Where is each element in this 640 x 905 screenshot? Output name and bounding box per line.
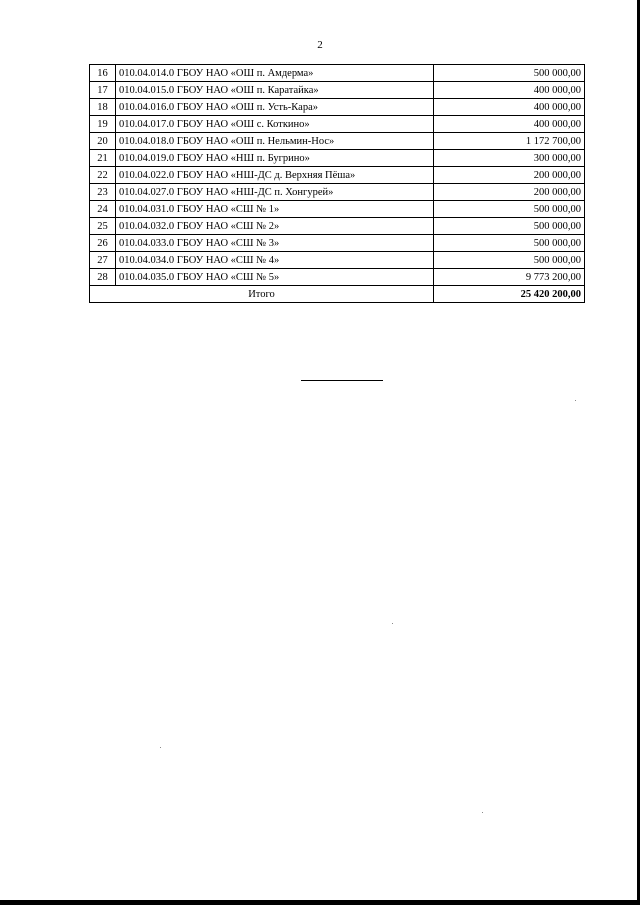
row-number: 21 bbox=[90, 150, 116, 167]
total-row bbox=[90, 286, 585, 303]
institution-name: 010.04.031.0 ГБОУ НАО «СШ № 1» bbox=[116, 201, 434, 218]
institution-name: 010.04.022.0 ГБОУ НАО «НШ-ДС д. Верхняя Пёша» bbox=[116, 167, 434, 184]
institution-name: 010.04.033.0 ГБОУ НАО «СШ № 3» bbox=[116, 235, 434, 252]
row-number: 19 bbox=[90, 116, 116, 133]
institution-name: 010.04.015.0 ГБОУ НАО «ОШ п. Каратайка» bbox=[116, 82, 434, 99]
scan-speck bbox=[575, 400, 576, 401]
institution-name: 010.04.019.0 ГБОУ НАО «НШ п. Бугрино» bbox=[116, 150, 434, 167]
amount: 500 000,00 bbox=[434, 218, 585, 235]
scan-speck bbox=[392, 623, 393, 624]
row-number: 26 bbox=[90, 235, 116, 252]
scan-speck bbox=[482, 812, 483, 813]
amount: 500 000,00 bbox=[434, 252, 585, 269]
table-row bbox=[90, 150, 585, 167]
row-number: 22 bbox=[90, 167, 116, 184]
row-number: 18 bbox=[90, 99, 116, 116]
amount: 400 000,00 bbox=[434, 99, 585, 116]
table-row bbox=[90, 82, 585, 99]
row-number: 17 bbox=[90, 82, 116, 99]
amount: 500 000,00 bbox=[434, 235, 585, 252]
institution-name: 010.04.014.0 ГБОУ НАО «ОШ п. Амдерма» bbox=[116, 65, 434, 82]
page-number: 2 bbox=[317, 39, 323, 51]
total-label: Итого bbox=[90, 286, 434, 303]
amount: 200 000,00 bbox=[434, 167, 585, 184]
amount: 1 172 700,00 bbox=[434, 133, 585, 150]
table-row bbox=[90, 235, 585, 252]
row-number: 23 bbox=[90, 184, 116, 201]
institution-name: 010.04.027.0 ГБОУ НАО «НШ-ДС п. Хонгурей» bbox=[116, 184, 434, 201]
institution-name: 010.04.016.0 ГБОУ НАО «ОШ п. Усть-Кара» bbox=[116, 99, 434, 116]
institution-name: 010.04.034.0 ГБОУ НАО «СШ № 4» bbox=[116, 252, 434, 269]
table-row bbox=[90, 218, 585, 235]
table-row bbox=[90, 133, 585, 150]
table-row bbox=[90, 201, 585, 218]
institution-name: 010.04.017.0 ГБОУ НАО «ОШ с. Коткино» bbox=[116, 116, 434, 133]
row-number: 27 bbox=[90, 252, 116, 269]
amount: 400 000,00 bbox=[434, 82, 585, 99]
table-row bbox=[90, 65, 585, 82]
end-of-document-rule bbox=[301, 380, 383, 381]
row-number: 24 bbox=[90, 201, 116, 218]
scan-edge-bottom bbox=[0, 900, 640, 905]
amount: 500 000,00 bbox=[434, 201, 585, 218]
table-row bbox=[90, 116, 585, 133]
allocation-table bbox=[89, 64, 585, 303]
amount: 500 000,00 bbox=[434, 65, 585, 82]
row-number: 25 bbox=[90, 218, 116, 235]
row-number: 28 bbox=[90, 269, 116, 286]
table-row bbox=[90, 99, 585, 116]
table-row bbox=[90, 167, 585, 184]
total-amount: 25 420 200,00 bbox=[434, 286, 585, 303]
table-row bbox=[90, 269, 585, 286]
table-row bbox=[90, 184, 585, 201]
row-number: 16 bbox=[90, 65, 116, 82]
amount: 300 000,00 bbox=[434, 150, 585, 167]
amount: 9 773 200,00 bbox=[434, 269, 585, 286]
amount: 400 000,00 bbox=[434, 116, 585, 133]
amount: 200 000,00 bbox=[434, 184, 585, 201]
institution-name: 010.04.032.0 ГБОУ НАО «СШ № 2» bbox=[116, 218, 434, 235]
institution-name: 010.04.035.0 ГБОУ НАО «СШ № 5» bbox=[116, 269, 434, 286]
scan-speck bbox=[160, 747, 161, 748]
table-row bbox=[90, 252, 585, 269]
row-number: 20 bbox=[90, 133, 116, 150]
institution-name: 010.04.018.0 ГБОУ НАО «ОШ п. Нельмин-Нос» bbox=[116, 133, 434, 150]
